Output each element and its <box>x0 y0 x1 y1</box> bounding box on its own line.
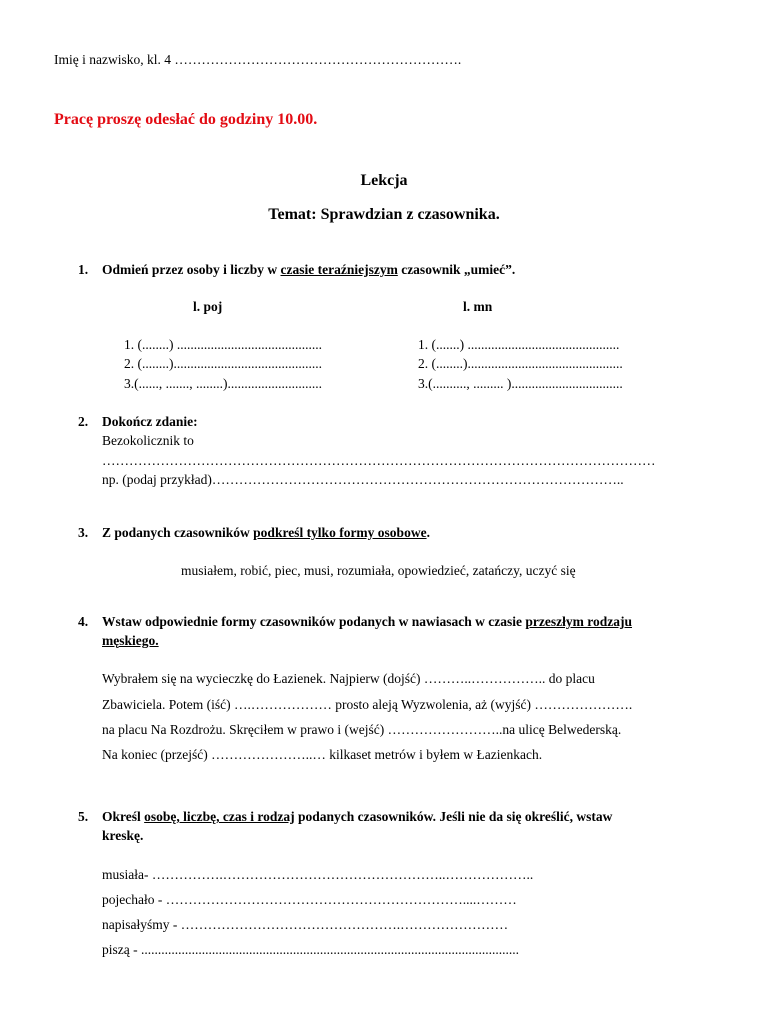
task4-text-line-3: na placu Na Rozdrożu. Skręciłem w prawo i (wejść) ……………………..na ulicę Belwederską. <box>102 722 622 737</box>
task5-instruction-suffix: podanych czasowników. Jeśli nie da się określić, wstaw <box>294 809 613 824</box>
deadline-notice: Pracę proszę odesłać do godziny 10.00. <box>54 111 318 128</box>
name-class-line: Imię i nazwisko, kl. 4 ………………………………………………………. <box>54 52 462 67</box>
task3-word-list: musiałem, robić, piec, musi, rozumiała, opowiedzieć, zatańczy, uczyć się <box>181 563 576 578</box>
task5-instruction-prefix: Określ <box>102 809 145 824</box>
task4-text-line-4: Na koniec (przejść) …………………..… kilkaset metrów i byłem w Łazienkach. <box>102 747 543 762</box>
task1-instruction <box>102 262 515 278</box>
task4-instruction-line1 <box>102 614 632 630</box>
task4-text-line-2: Zbawiciela. Potem (iść) ….……………… prosto aleją Wyzwolenia, aż (wyjść) …………………. <box>102 697 633 712</box>
task5-instruction-line1 <box>102 809 612 825</box>
topic-heading: Temat: Sprawdzian z czasownika. <box>268 206 500 223</box>
task1-number: 1. <box>78 262 89 277</box>
task3-instruction-suffix: . <box>426 525 430 540</box>
plural-row-2: 2. (........).............................................. <box>418 356 623 371</box>
task2-heading: Dokończ zdanie: <box>102 414 198 429</box>
plural-row-3: 3.(.........., ......... )................................. <box>418 376 623 391</box>
task2-number: 2. <box>78 414 89 429</box>
lesson-heading: Lekcja <box>360 172 408 189</box>
plural-row-1: 1. (.......) ............................................. <box>418 337 620 352</box>
task5-item-musiala: musiała- …………….…………………………………………..……………….. <box>102 867 534 882</box>
task1-instruction-suffix: czasownik „umieć”. <box>397 262 516 277</box>
singular-row-2: 2. (........)............................................ <box>124 356 322 371</box>
task3-instruction-underlined: podkreśl tylko formy osobowe <box>253 525 427 540</box>
task4-instruction-prefix: Wstaw odpowiednie formy czasowników podanych w nawiasach w czasie <box>102 614 526 629</box>
singular-column-header: l. poj <box>193 299 223 314</box>
task2-example-line: np. (podaj przykład)……………………………………………………………………………….. <box>102 472 624 487</box>
task4-text-line-1: Wybrałem się na wycieczkę do Łazienek. Najpierw (dojść) ………..…………….. do placu <box>102 671 595 686</box>
plural-column-header: l. mn <box>463 299 493 314</box>
task4-number: 4. <box>78 614 89 629</box>
task5-item-pisza: piszą - ................................................................................................................ <box>102 942 519 957</box>
task4-instruction-underlined-1: przeszłym rodzaju <box>525 614 633 629</box>
singular-row-1: 1. (........) ........................................... <box>124 337 322 352</box>
task2-line-infinitive: Bezokolicznik to <box>102 433 194 448</box>
task3-instruction <box>102 525 430 541</box>
task3-instruction-prefix: Z podanych czasowników <box>102 525 254 540</box>
task2-answer-line: …………………………………………………………………………………………………………… <box>102 453 656 468</box>
task5-instruction-line2: kreskę. <box>102 828 144 843</box>
task4-instruction-underlined-2: męskiego. <box>102 633 159 648</box>
task5-item-pojechalo: pojechało - …………………………………………………………....……… <box>102 892 517 907</box>
task5-number: 5. <box>78 809 89 824</box>
task5-item-napisalysmy: napisałyśmy - ………………………………………….…………………… <box>102 917 509 932</box>
task3-number: 3. <box>78 525 89 540</box>
singular-row-3: 3.(......, ......., ........)............................ <box>124 376 322 391</box>
task1-instruction-prefix: Odmień przez osoby i liczby w <box>102 262 281 277</box>
task1-instruction-underlined: czasie teraźniejszym <box>280 262 398 277</box>
task5-instruction-underlined: osobę, liczbę, czas i rodzaj <box>144 809 295 824</box>
